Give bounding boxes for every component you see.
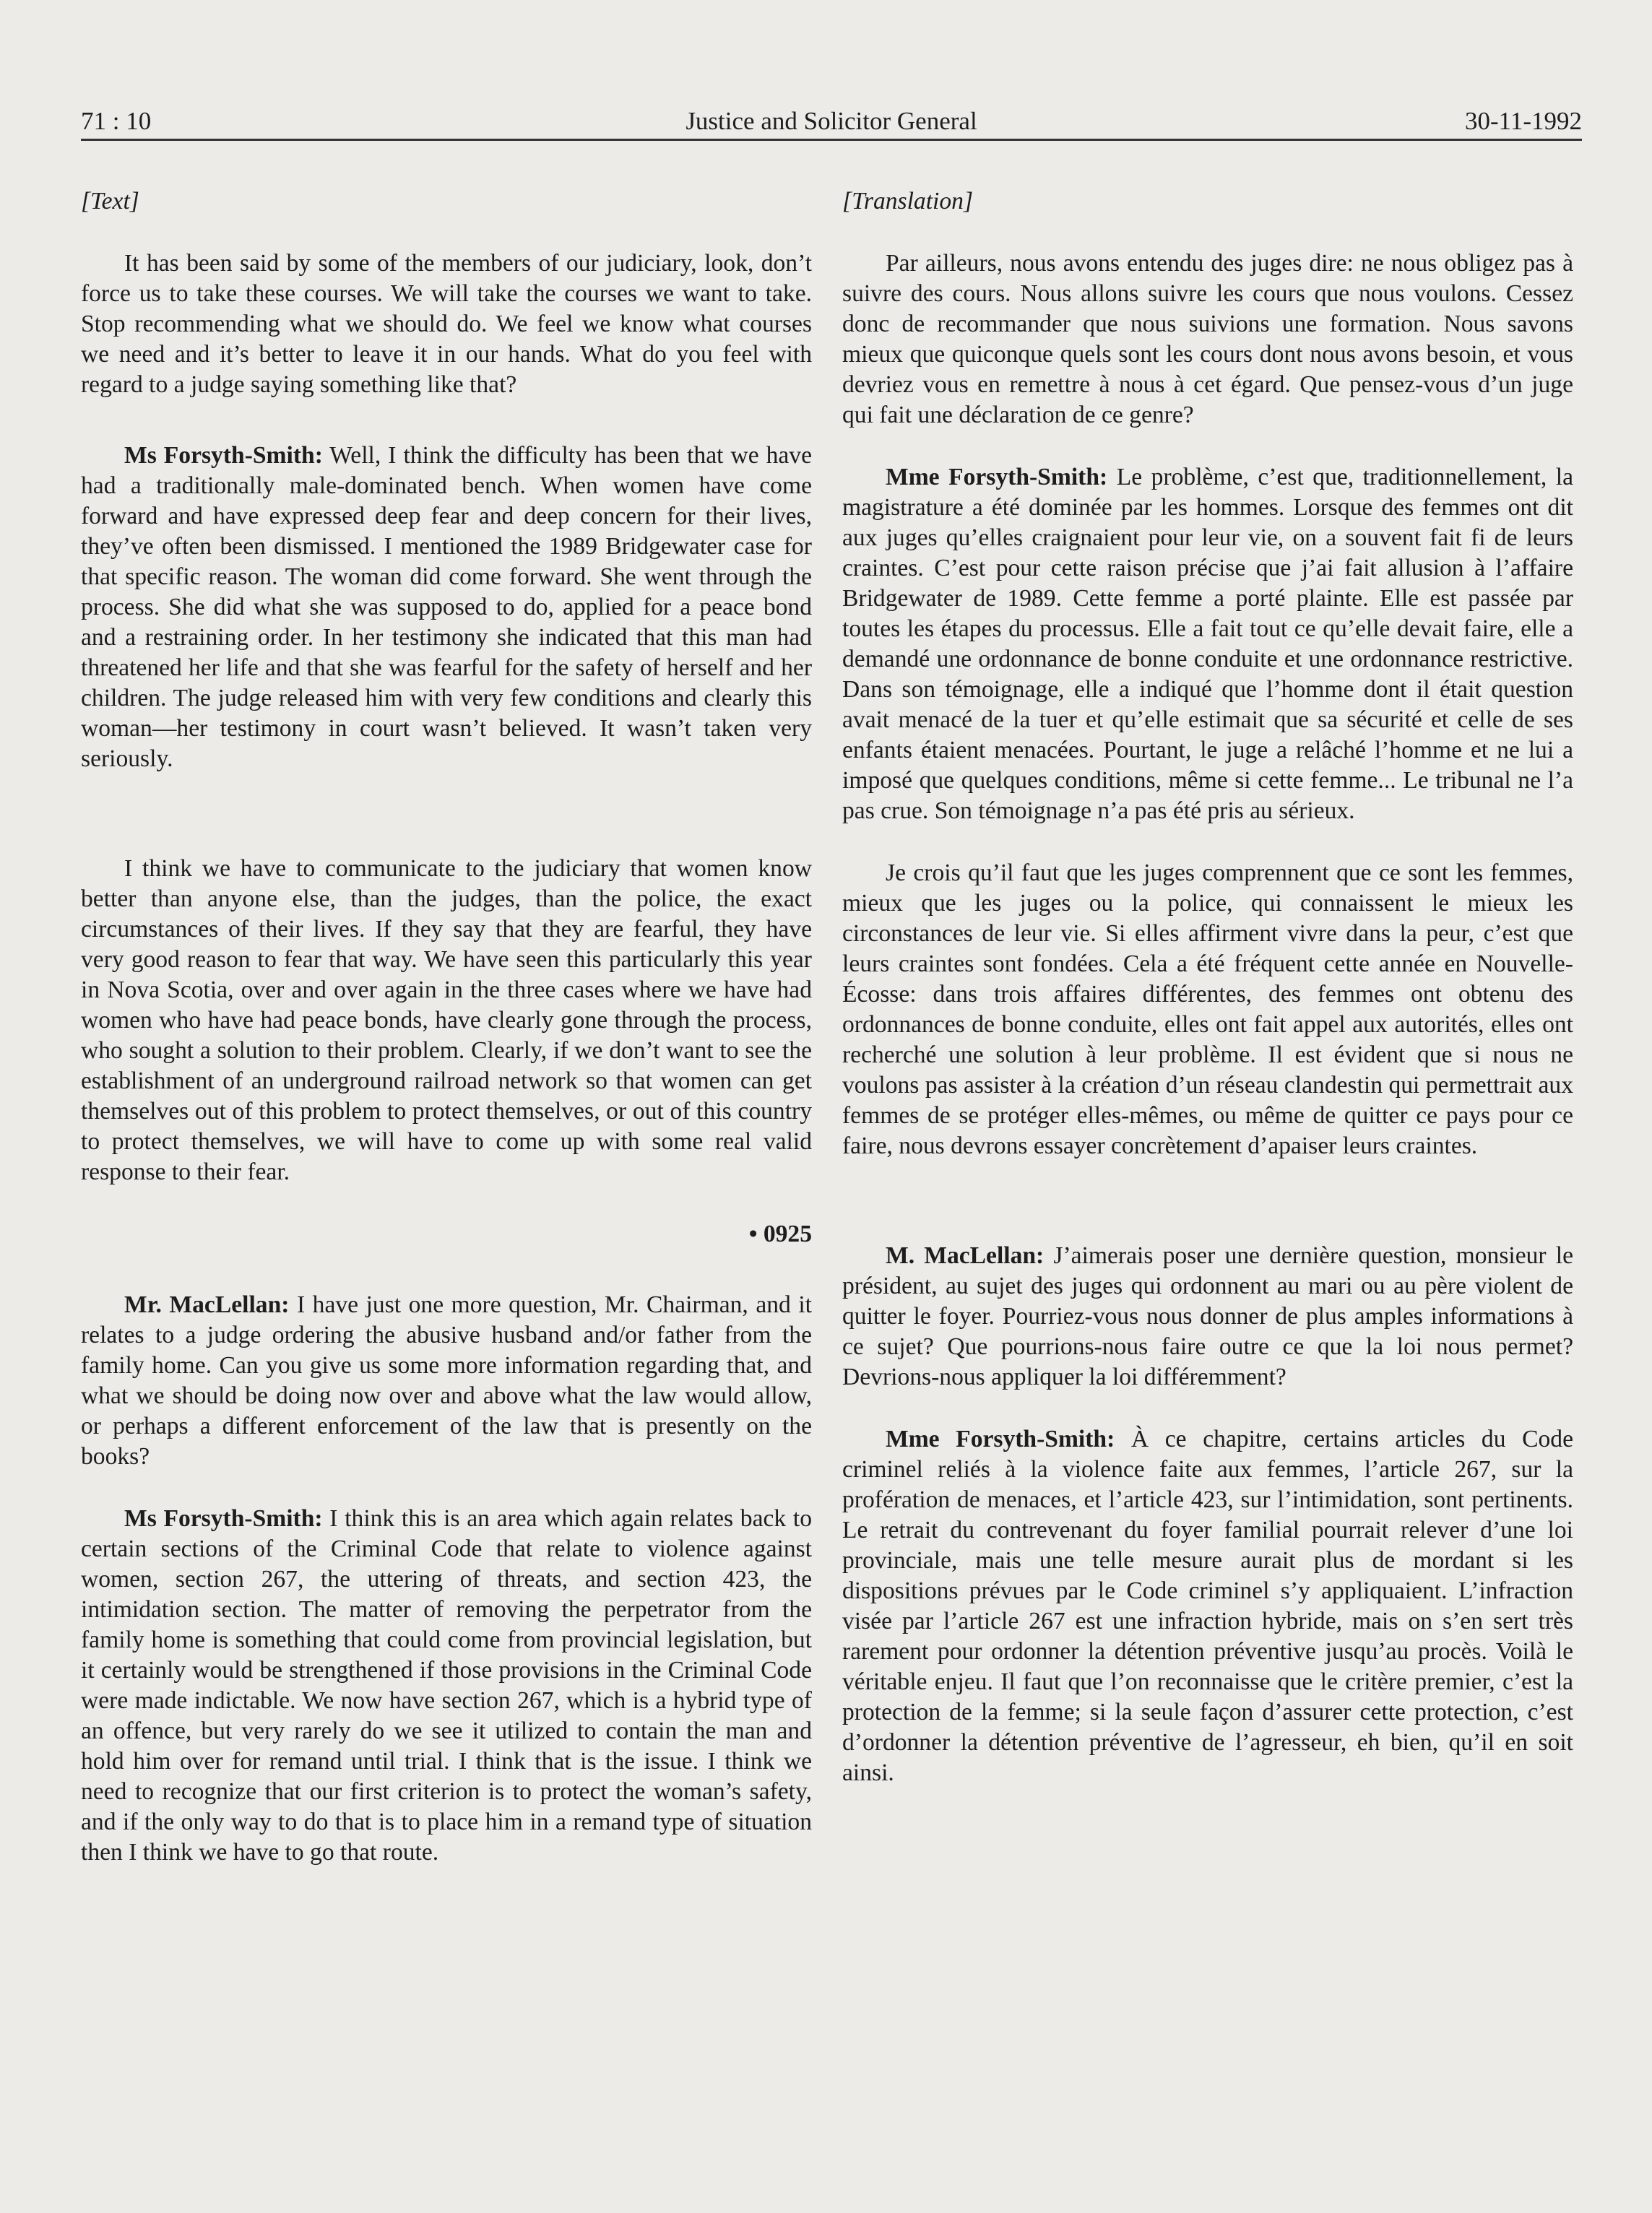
paragraph: Par ailleurs, nous avons entendu des juges dire: ne nous obligez pas à suivre des cours. Nous allons suivre les cours que nous voulons. Cessez donc de recommander que nous suivions une formation. Nous savons mieux que quiconque quels sont les cours dont nous avons besoin, et vous devriez vous en remettre à nous à cet égard. Que pensez-vous d’un juge qui fait une déclaration de ce genre? [842,250,1573,428]
speaker-name: Mr. MacLellan: [124,1291,290,1318]
speech-text: À ce chapitre, certains articles du Code criminel reliés à la violence faite aux femmes, l’article 267, sur la profération de menaces, et l’article 423, sur l’intimidation, sont pertinents. Le retrait du contrevenant du foyer familial pourrait relever d’une loi provinciale, mais une telle mesure aurait plus de mordant si les dispositions prévues par le Code criminel s’y appliquaient. L’infraction visée par l’article 267 est une infraction hybride, mais on s’en sert très rarement pour ordonner la détention préventive jusqu’au procès. Voilà le véritable enjeu. Il faut que l’on reconnaisse que le critère premier, c’est la protection de la femme; si la seule façon d’assurer cette protection, c’est d’ordonner la détention préventive de l’agresseur, eh bien, qu’il en soit ainsi. [842,1426,1573,1786]
speaker-name: Mme Forsyth-Smith: [886,1426,1115,1452]
speaker-paragraph [81,1504,812,1868]
speaker-name: Ms Forsyth-Smith: [124,1505,323,1532]
speech-text: Well, I think the difficulty has been that we have had a traditionally male-dominated bench. When women have come forward and have expressed deep fear and deep concern for their lives, they’ve often been dismissed. I mentioned the 1989 Bridgewater case for that specific reason. The woman did come forward. She went through the process. She did what she was supposed to do, applied for a peace bond and a restraining order. In her testimony she indicated that this man had threatened her life and that she was fearful for the safety of herself and her children. The judge released him with very few conditions and clearly this woman—her testimony in court wasn’t believed. It wasn’t taken very seriously. [81,442,813,772]
speaker-paragraph [81,1290,812,1472]
speaker-name: M. MacLellan: [886,1242,1045,1269]
speaker-name: Ms Forsyth-Smith: [124,442,323,469]
page-reference: 71 : 10 [81,107,152,135]
speaker-paragraph [842,1424,1573,1788]
speech-text: I have just one more question, Mr. Chairman, and it relates to a judge ordering the abusive husband and/or father from the family home. Can you give us some more information regarding that, and what we should be doing now over and above what the law would allow, or perhaps a different enforcement of the law that is presently on the books? [81,1291,812,1470]
column-label: [Translation] [842,188,974,215]
page-header [81,104,1582,141]
column-label: [Text] [81,188,139,215]
publication-title: Justice and Solicitor General [686,107,977,135]
speaker-paragraph [81,441,812,774]
english-column [81,186,812,1868]
paragraph: I think we have to communicate to the judiciary that women know better than anyone else, than the judges, than the police, the exact circumstances of their lives. If they say that they are fearful, they have very good reason to fear that way. We have seen this particularly this year in Nova Scotia, over and over again in the three cases where we have had women who have had peace bonds, have clearly gone through the process, who sought a solution to their problem. Clearly, if we don’t want to see the establishment of an underground railroad network so that women can get themselves out of this problem to protect themselves, or out of this country to protect themselves, we will have to come up with some real valid response to their fear. [81,855,812,1185]
speech-text: J’aimerais poser une dernière question, monsieur le président, au sujet des juges qui ordonnent au mari ou au père violent de quitter le foyer. Pourriez-vous nous donner de plus amples informations à ce sujet? Que pourrions-nous faire outre ce que la loi nous permet? Devrions-nous appliquer la loi différemment? [842,1242,1573,1390]
french-column [842,186,1573,1788]
speaker-name: Mme Forsyth-Smith: [886,464,1108,490]
speaker-paragraph [842,1241,1573,1393]
paragraph: It has been said by some of the members of our judiciary, look, don’t force us to take these courses. We will take the courses we want to take. Stop recommending what we should do. We feel we know what courses we need and it’s better to leave it in our hands. What do you feel with regard to a judge saying something like that? [81,250,812,398]
header-date: 30-11-1992 [1464,107,1582,135]
time-marker: • 0925 [748,1221,812,1247]
speaker-paragraph [842,462,1573,826]
speech-text: Le problème, c’est que, traditionnellement, la magistrature a été dominée par les hommes. Lorsque des femmes ont dit aux juges qu’elles craignaient pour leur vie, on a souvent fait fi de leurs craintes. C’est pour cette raison précise que j’ai fait allusion à l’affaire Bridgewater de 1989. Cette femme a porté plainte. Elle est passée par toutes les étapes du processus. Elle a fait tout ce qu’elle devait faire, elle a demandé une ordonnance de bonne conduite et une ordonnance restrictive. Dans son témoignage, elle a indiqué que l’homme dont il était question avait menacé de la tuer et qu’elle estimait que sa sécurité et celle de ses enfants étaient menacées. Pourtant, le juge a relâché l’homme et ne lui a imposé que quelques conditions, même si cette femme... Le tribunal ne l’a pas crue. Son témoignage n’a pas été pris au sérieux. [842,464,1573,824]
speech-text: I think this is an area which again relates back to certain sections of the Criminal Code that relate to violence against women, section 267, the uttering of threats, and section 423, the intimidation section. The matter of removing the perpetrator from the family home is something that could come from provincial legislation, but it certainly would be strengthened if those provisions in the Criminal Code were made indictable. We now have section 267, which is a hybrid type of an offence, but very rarely do we see it utilized to contain the man and hold him over for remand until trial. I think that is the issue. I think we need to recognize that our first criterion is to protect the woman’s safety, and if the only way to do that is to place him in a remand type of situation then I think we have to go that route. [81,1505,812,1866]
paragraph: Je crois qu’il faut que les juges comprennent que ce sont les femmes, mieux que les juges ou la police, qui connaissent le mieux les circonstances de leur vie. Si elles affirment vivre dans la peur, c’est que leurs craintes sont fondées. Cela a été fréquent cette année en Nouvelle-Écosse: dans trois affaires différentes, des femmes ont obtenu des ordonnances de bonne conduite, elles ont fait appel aux autorités, elles ont recherché une solution à leur problème. Il est évident que si nous ne voulons pas assister à la création d’un réseau clandestin qui permettrait aux femmes de se protéger elles-mêmes, ou même de quitter ce pays pour ce faire, nous devrons essayer concrètement d’apaiser leurs craintes. [842,859,1573,1159]
